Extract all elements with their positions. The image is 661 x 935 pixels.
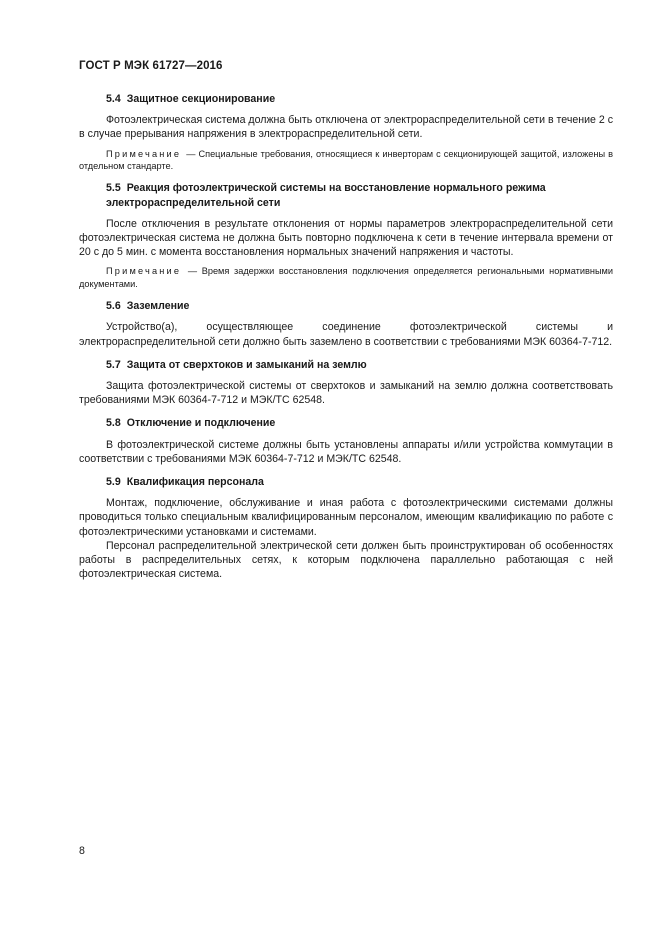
section-number: 5.4	[106, 93, 121, 105]
paragraph: Фотоэлектрическая система должна быть отключена от электрораспределительной сети в течение 2 с в случае прерывания напряжения в электрораспределительной сети.	[79, 114, 613, 141]
section-title: Квалификация персонала	[126, 476, 264, 489]
section-5-7	[79, 358, 613, 408]
section-title: Реакция фотоэлектрической системы на восстановление нормального режима электрораспределительной сети	[106, 182, 546, 209]
section-heading	[79, 299, 613, 313]
section-heading	[79, 181, 613, 209]
note-text: — Специальные требования, относящиеся к инверторам с секционирующей защитой, изложены в отдельном стандарте.	[79, 148, 613, 172]
section-title: Защитное секционирование	[126, 93, 276, 105]
document-header: ГОСТ Р МЭК 61727—2016	[79, 60, 223, 72]
section-5-8	[79, 416, 613, 466]
note	[79, 265, 613, 290]
paragraph: Монтаж, подключение, обслуживание и иная работа с фотоэлектрическими системами должны проводиться только специальным квалифицированным персоналом, имеющим квалификацию по работе с фотоэлектрическими установками и системами.	[79, 497, 613, 538]
section-5-5	[79, 181, 613, 290]
note-text: — Время задержки восстановления подключения определяется региональными нормативными документами.	[79, 266, 613, 289]
section-heading	[79, 92, 613, 106]
paragraph: После отключения в результате отклонения от нормы параметров электрораспределительной сети фотоэлектрическая система не должна быть повторно подключена к сети в течение интервала времени от 20 с до 5 мин. с момента восстановления нормальных значений напряжения и частоты.	[79, 217, 613, 259]
section-number: 5.5	[106, 182, 121, 195]
section-heading	[79, 416, 613, 430]
section-5-9	[79, 475, 613, 581]
page-number: 8	[79, 845, 85, 857]
paragraph: Устройство(а), осуществляющее соединение фотоэлектрической системы и электрораспределительной сети должно быть заземлено в соответствии с требованиями МЭК 60364-7-712.	[79, 321, 613, 348]
section-heading	[79, 358, 613, 372]
section-5-6	[79, 299, 613, 349]
section-title: Отключение и подключение	[126, 417, 276, 430]
section-number: 5.8	[106, 417, 121, 430]
note-label: Примечание	[106, 148, 182, 159]
note	[79, 148, 613, 173]
section-number: 5.6	[106, 300, 121, 313]
section-5-4	[79, 92, 613, 172]
document-body	[79, 92, 613, 591]
section-title: Защита от сверхтоков и замыканий на землю	[126, 358, 367, 371]
paragraph: Защита фотоэлектрической системы от сверхтоков и замыканий на землю должна соответствовать требованиями МЭК 60364-7-712 и МЭК/ТС 62548.	[79, 380, 613, 407]
section-number: 5.9	[106, 476, 121, 489]
paragraph: В фотоэлектрической системе должны быть установлены аппараты и/или устройства коммутации в соответствии с требованиями МЭК 60364-7-712 и МЭК/ТС 62548.	[79, 438, 613, 465]
section-heading	[79, 475, 613, 489]
paragraph: Персонал распределительной электрической сети должен быть проинструктирован об особенностях работы в распределительных сетях, к которым подключена параллельно работающая с ней фотоэлектрическая система.	[79, 539, 613, 581]
note-label: Примечание	[106, 266, 182, 277]
section-number: 5.7	[106, 358, 121, 371]
section-title: Заземление	[126, 300, 190, 313]
